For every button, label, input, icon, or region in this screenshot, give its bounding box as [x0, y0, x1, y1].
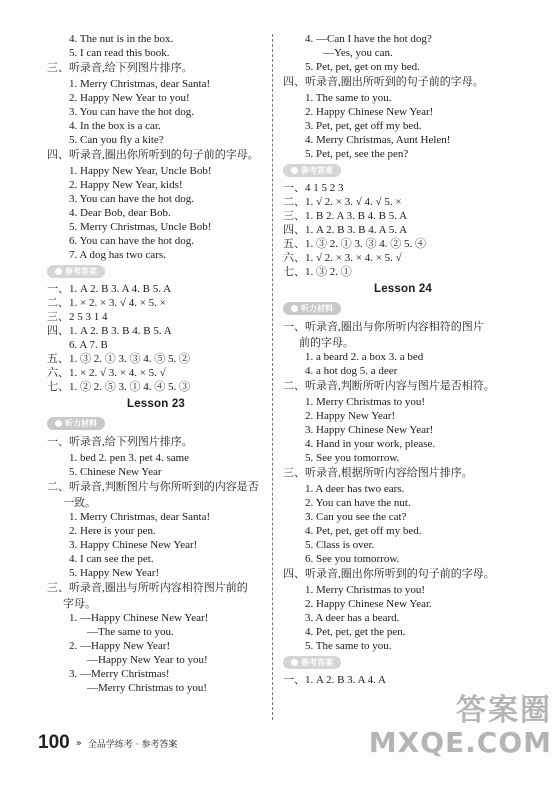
text-line: 5. Pet, pet, see the pen? — [305, 148, 409, 160]
text-line: 4. —Can I have the hot dog? — [305, 33, 432, 45]
text-line: 3. You can have the hot dog. — [69, 193, 194, 205]
text-line: 五、1. ③ 2. ① 3. ③ 4. ② 5. ④ — [283, 238, 426, 250]
text-line: 七、1. ③ 2. ① — [283, 266, 352, 278]
text-line: 2. Happy New Year to you! — [69, 92, 190, 104]
text-line: 1. bed 2. pen 3. pet 4. same — [69, 452, 190, 464]
answer-key-badge — [283, 164, 341, 177]
double-chevron-icon: » — [75, 737, 82, 749]
text-line: 4. In the box is a car. — [69, 120, 161, 132]
text-line: 三、2 5 3 1 4 — [47, 311, 108, 323]
section-heading: 四、听录音,圈出你所听到的句子前的字母。 — [283, 568, 495, 580]
text-line: 1. —Happy Chinese New Year! — [69, 612, 209, 624]
section-heading: 三、听录音,圈出与所听内容相符图片前的 — [47, 582, 248, 594]
text-line: 四、1. A 2. B 3. B 4. B 5. A — [47, 325, 172, 337]
text-line: 6. See you tomorrow. — [305, 553, 400, 565]
text-line: 一、1. A 2. B 3. A 4. B 5. A — [47, 283, 172, 295]
watermark-en: MXQE.COM — [368, 726, 552, 759]
text-line: 1. Merry Christmas, dear Santa! — [69, 511, 211, 523]
badge-label: 参考答案 — [301, 166, 333, 175]
text-line: 二、1. × 2. × 3. √ 4. × 5. × — [47, 297, 166, 309]
text-line: 一致。 — [63, 497, 96, 509]
text-line: 4. Dear Bob, dear Bob. — [69, 207, 171, 219]
text-line: 六、1. √ 2. × 3. × 4. × 5. √ — [283, 252, 402, 264]
text-line: 3. A deer has a beard. — [305, 612, 400, 624]
text-line: 5. See you tomorrow. — [305, 452, 400, 464]
text-line: 一、1. A 2. B 3. A 4. A — [283, 674, 386, 686]
text-line: 5. Pet, pet, get on my bed. — [305, 61, 420, 73]
text-line: 2. Happy New Year, kids! — [69, 179, 183, 191]
text-line: 七、1. ② 2. ⑤ 3. ① 4. ④ 5. ③ — [47, 381, 190, 393]
text-line: 3. Happy Chinese New Year! — [305, 424, 434, 436]
text-line: 一、4 1 5 2 3 — [283, 182, 344, 194]
section-heading: 一、听录音,给下列图片排序。 — [47, 436, 193, 448]
text-line: 4. Merry Christmas, Aunt Helen! — [305, 134, 451, 146]
lesson-title: Lesson 24 — [373, 283, 433, 295]
section-heading: 一、听录音,圈出与你所听内容相符的图片 — [283, 321, 484, 333]
badge-label: 听力材料 — [301, 304, 333, 313]
badge-dot-icon — [291, 305, 298, 312]
badge-label: 参考答案 — [301, 658, 333, 667]
text-line: 字母。 — [63, 598, 96, 610]
section-heading: 三、听录音,根据所听内容给图片排序。 — [283, 467, 473, 479]
text-line: 1. Merry Christmas to you! — [305, 396, 426, 408]
text-line: 3. —Merry Christmas! — [69, 668, 170, 680]
text-line: 6. A 7. B — [69, 339, 108, 351]
text-line: 4. I can see the pet. — [69, 553, 154, 565]
left-column — [47, 32, 265, 695]
text-line: 3. Pet, pet, get off my bed. — [305, 120, 422, 132]
badge-dot-icon — [55, 268, 62, 275]
text-line: —Merry Christmas to you! — [87, 682, 208, 694]
column-divider — [272, 34, 273, 720]
text-line: 2. —Happy New Year! — [69, 640, 171, 652]
text-line: 3. Happy Chinese New Year! — [69, 539, 198, 551]
badge-dot-icon — [291, 167, 298, 174]
text-line: 1. A deer has two ears. — [305, 483, 405, 495]
text-line: 前的字母。 — [299, 337, 354, 349]
text-line: 五、1. ③ 2. ① 3. ③ 4. ⑤ 5. ② — [47, 353, 190, 365]
answer-key-badge-row — [47, 262, 265, 282]
page-number: 100 — [38, 732, 70, 753]
text-line: 4. Pet, pet, get off my bed. — [305, 525, 422, 537]
text-line: 2. Happy Chinese New Year! — [305, 106, 434, 118]
section-heading: 二、听录音,判断所听内容与图片是否相符。 — [283, 380, 495, 392]
text-line: 4. The nut is in the box. — [69, 33, 174, 45]
badge-label: 听力材料 — [65, 419, 97, 428]
section-heading: 四、听录音,圈出所听到的句子前的字母。 — [283, 76, 484, 88]
text-line: 2. Happy Chinese New Year. — [305, 598, 432, 610]
text-line: 4. Pet, pet, get the pen. — [305, 626, 406, 638]
text-line: 3. Can you see the cat? — [305, 511, 407, 523]
answer-key-badge-row — [283, 161, 523, 181]
text-line: 3. You can have the hot dog. — [69, 106, 194, 118]
text-line: —The same to you. — [87, 626, 174, 638]
text-line: 4. a hot dog 5. a deer — [305, 365, 398, 377]
text-line: 5. Can you fly a kite? — [69, 134, 164, 146]
right-column — [283, 32, 523, 687]
text-line: 1. Happy New Year, Uncle Bob! — [69, 165, 212, 177]
text-line: 1. The same to you. — [305, 92, 392, 104]
text-line: 5. Happy New Year! — [69, 567, 160, 579]
text-line: 5. The same to you. — [305, 640, 392, 652]
watermark-cn: 答案圈 — [456, 693, 552, 728]
text-line: 5. Chinese New Year — [69, 466, 162, 478]
text-line: 2. Here is your pen. — [69, 525, 156, 537]
section-heading: 二、听录音,判断图片与你所听到的内容是否 — [47, 481, 259, 493]
text-line: 2. You can have the nut. — [305, 497, 411, 509]
section-heading: 三、听录音,给下列图片排序。 — [47, 62, 193, 74]
badge-label: 参考答案 — [65, 267, 97, 276]
book-title: 全品学练考 · 参考答案 — [87, 739, 178, 750]
page-footer — [38, 732, 177, 754]
listening-material-badge-row — [283, 299, 523, 319]
listening-material-badge-row — [47, 414, 265, 434]
text-line: 6. You can have the hot dog. — [69, 235, 194, 247]
text-line: 7. A dog has two cars. — [69, 249, 166, 261]
answer-key-badge-row — [283, 653, 523, 673]
text-line: 三、1. B 2. A 3. B 4. B 5. A — [283, 210, 408, 222]
listening-material-badge — [47, 417, 105, 430]
listening-material-badge — [283, 302, 341, 315]
text-line: 5. Class is over. — [305, 539, 375, 551]
answer-key-badge — [283, 656, 341, 669]
text-line: 5. I can read this book. — [69, 47, 170, 59]
text-line: 2. Happy New Year! — [305, 410, 396, 422]
watermark — [369, 694, 552, 758]
text-line: 二、1. √ 2. × 3. √ 4. √ 5. × — [283, 196, 402, 208]
text-line: 1. a beard 2. a box 3. a bed — [305, 351, 424, 363]
text-line: 四、1. A 2. B 3. B 4. A 5. A — [283, 224, 408, 236]
section-heading: 四、听录音,圈出你所听到的句子前的字母。 — [47, 149, 259, 161]
text-line: —Happy New Year to you! — [87, 654, 208, 666]
text-line: 4. Hand in your work, please. — [305, 438, 436, 450]
lesson-title: Lesson 23 — [126, 398, 186, 410]
answer-key-badge — [47, 265, 105, 278]
text-line: —Yes, you can. — [323, 47, 393, 59]
badge-dot-icon — [55, 420, 62, 427]
text-line: 5. Merry Christmas, Uncle Bob! — [69, 221, 212, 233]
text-line: 六、1. × 2. √ 3. × 4. × 5. √ — [47, 367, 166, 379]
text-line: 1. Merry Christmas to you! — [305, 584, 426, 596]
text-line: 1. Merry Christmas, dear Santa! — [69, 78, 211, 90]
badge-dot-icon — [291, 659, 298, 666]
